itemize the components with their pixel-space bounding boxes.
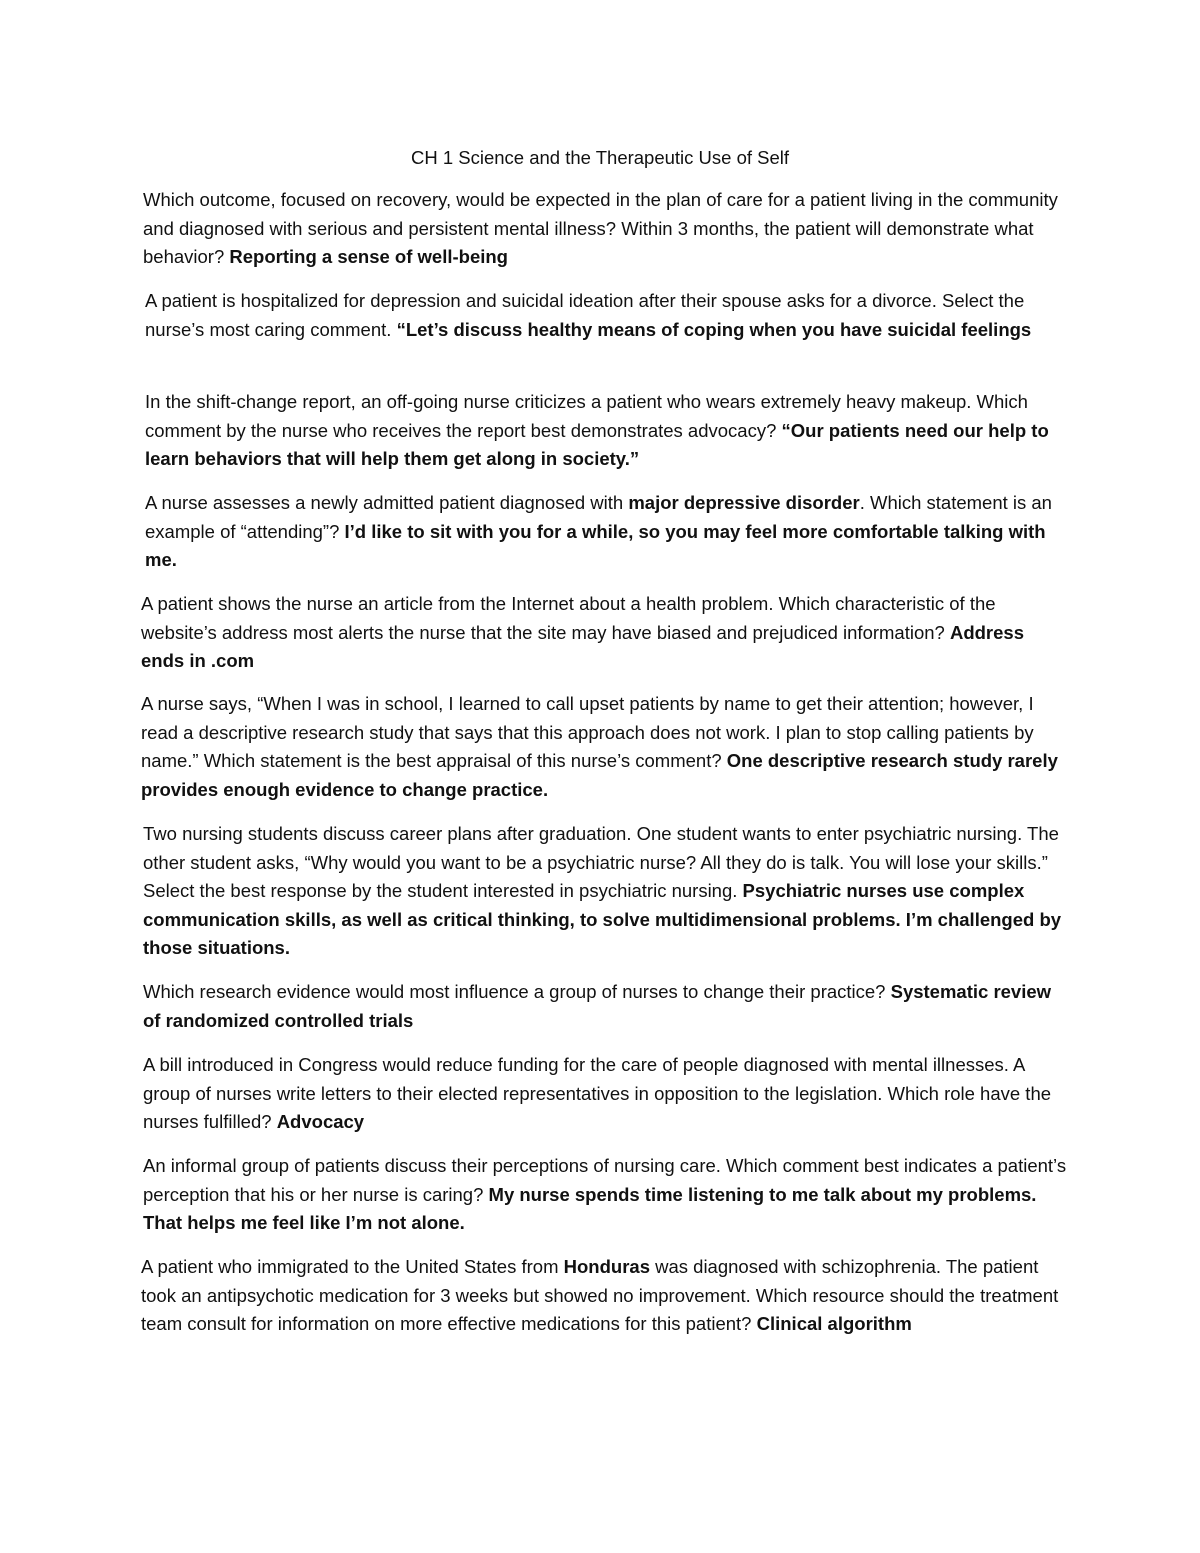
- qa-item-10: [143, 1152, 1073, 1238]
- question-text: A bill introduced in Congress would reduce funding for the care of people diagnosed with mental illnesses. A group of nurses write letters to their elected representatives in opposition to the legislation. Which role have the nurses fulfilled?: [143, 1054, 1052, 1133]
- question-text: Which research evidence would most influence a group of nurses to change their practice?: [143, 981, 891, 1002]
- answer-text: Psychiatric nurses use complex communication skills, as well as critical thinking, to solve multidimensional problems. I’m challenged by those situations.: [143, 880, 1062, 959]
- answer-text: Clinical algorithm: [756, 1313, 912, 1335]
- qa-item-1: [143, 186, 1073, 272]
- answer-text: Systematic review of randomized controlled trials: [143, 981, 1052, 1031]
- qa-item-7: [143, 820, 1073, 963]
- answer-text: One descriptive research study rarely provides enough evidence to change practice.: [141, 750, 1058, 800]
- question-text: A nurse says, “When I was in school, I learned to call upset patients by name to get their attention; however, I read a descriptive research study that says that this approach does not work. I plan to stop calling patients by name.” Which statement is the best appraisal of this nurse’s comment?: [141, 693, 1034, 772]
- answer-text: Advocacy: [276, 1111, 365, 1133]
- question-text: An informal group of patients discuss their perceptions of nursing care. Which comment best indicates a patient’s perception that his or her nurse is caring?: [143, 1155, 1067, 1205]
- question-emphasis: Honduras: [563, 1256, 650, 1277]
- question-text-end: . Which statement is an example of “attending”?: [145, 492, 1052, 542]
- answer-text: “Our patients need our help to learn behaviors that will help them get along in society.”: [145, 419, 1049, 470]
- qa-item-11: [141, 1253, 1071, 1339]
- qa-item-8: [143, 978, 1073, 1035]
- answer-text: Reporting a sense of well-being: [229, 246, 508, 268]
- question-text: In the shift-change report, an off-going nurse criticizes a patient who wears extremely heavy makeup. Which comment by the nurse who receives the report best demonstrates advocacy?: [145, 391, 1028, 441]
- qa-item-3: [145, 388, 1075, 474]
- question-text: Which outcome, focused on recovery, would be expected in the plan of care for a patient living in the community and diagnosed with serious and persistent mental illness? Within 3 months, the patient will demonstrate what behavior?: [143, 189, 1058, 268]
- answer-text: “Let’s discuss healthy means of coping when you have suicidal feelings: [396, 318, 1032, 340]
- question-text: Two nursing students discuss career plans after graduation. One student wants to enter psychiatric nursing. The other student asks, “Why would you want to be a psychiatric nurse? All they do is talk. You will lose your skills.” Select the best response by the student interested in psychiatric nursing.: [143, 823, 1059, 902]
- question-text: A patient shows the nurse an article from the Internet about a health problem. Which characteristic of the website’s address most alerts the nurse that the site may have biased and prejudiced information?: [141, 593, 996, 643]
- question-text-start: A patient who immigrated to the United States from: [141, 1256, 564, 1277]
- document-title: CH 1 Science and the Therapeutic Use of Self: [410, 147, 790, 168]
- qa-item-5: [141, 590, 1071, 676]
- qa-item-6: [141, 690, 1071, 804]
- question-text-start: A nurse assesses a newly admitted patient diagnosed with: [145, 492, 629, 513]
- qa-item-4: [145, 489, 1075, 575]
- answer-text: I’d like to sit with you for a while, so you may feel more comfortable talking with me.: [145, 520, 1046, 571]
- answer-text: My nurse spends time listening to me talk about my problems. That helps me feel like I’m not alone.: [143, 1183, 1037, 1234]
- question-text-end: was diagnosed with schizophrenia. The patient took an antipsychotic medication for 3 weeks but showed no improvement. Which resource should the treatment team consult for information on more effective medications for this patient?: [141, 1256, 1059, 1335]
- question-emphasis: major depressive disorder: [628, 492, 860, 513]
- answer-text: Address ends in .com: [141, 621, 1024, 672]
- question-text: A patient is hospitalized for depression and suicidal ideation after their spouse asks for a divorce. Select the nurse’s most caring comment.: [145, 290, 1025, 340]
- qa-item-2: [145, 287, 1075, 344]
- qa-item-9: [143, 1051, 1073, 1137]
